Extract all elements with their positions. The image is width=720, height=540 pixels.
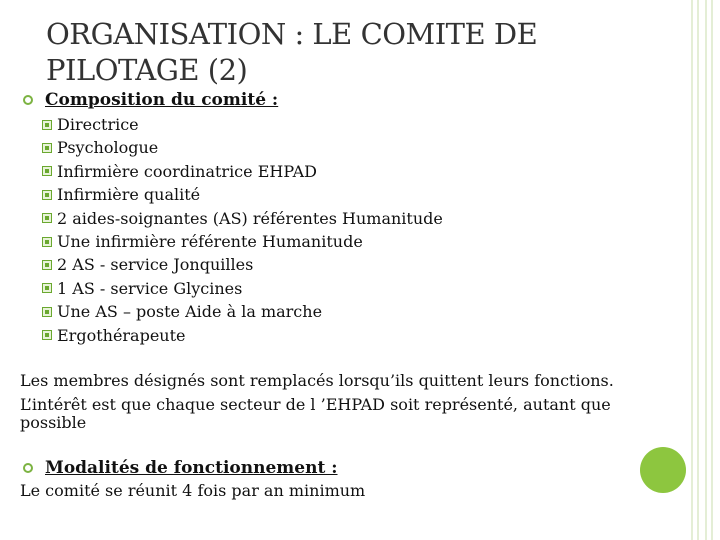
square-bullet-icon — [42, 307, 52, 317]
list-item — [42, 160, 443, 183]
list-item — [42, 300, 443, 323]
list-item — [42, 183, 443, 206]
modalites-text: Le comité se réunit 4 fois par an minimum — [20, 481, 366, 500]
list-item — [42, 136, 443, 159]
title-line-2: PILOTAGE (2) — [46, 53, 248, 87]
list-item-text: Psychologue — [57, 138, 159, 158]
section-bullet-icon — [23, 463, 33, 473]
note-line-3: possible — [20, 413, 87, 432]
list-item-text: 2 AS - service Jonquilles — [57, 255, 254, 275]
square-bullet-icon — [42, 120, 52, 130]
list-item-text: Infirmière qualité — [57, 185, 201, 205]
square-bullet-icon — [42, 330, 52, 340]
square-bullet-icon — [42, 283, 52, 293]
list-item-text: Infirmière coordinatrice EHPAD — [57, 161, 318, 181]
square-bullet-icon — [42, 237, 52, 247]
composition-heading: Composition du comité : — [45, 90, 279, 110]
square-bullet-icon — [42, 190, 52, 200]
list-item-text: Une AS – poste Aide à la marche — [57, 302, 323, 322]
list-item-text: Une infirmière référente Humanitude — [57, 231, 363, 251]
square-bullet-icon — [42, 260, 52, 270]
list-item — [42, 230, 443, 253]
list-item — [42, 277, 443, 300]
decorative-frame-lines — [684, 0, 720, 540]
list-item-text: Ergothérapeute — [57, 325, 186, 345]
list-item — [42, 113, 443, 136]
square-bullet-icon — [42, 213, 52, 223]
decorative-green-circle — [640, 447, 686, 493]
list-item-text: Directrice — [57, 115, 139, 134]
section-bullet-icon — [23, 95, 33, 105]
list-item-text: 1 AS - service Glycines — [57, 278, 243, 298]
square-bullet-icon — [42, 166, 52, 176]
page-title — [46, 16, 646, 88]
note-paragraph — [20, 372, 614, 432]
modalites-heading: Modalités de fonctionnement : — [45, 458, 338, 478]
list-item — [42, 324, 443, 347]
note-line-2: L’intérêt est que chaque secteur de l ’EHPAD soit représenté, autant que — [20, 395, 611, 414]
square-bullet-icon — [42, 143, 52, 153]
title-line-1: ORGANISATION : LE COMITE DE — [46, 17, 538, 51]
note-line-1: Les membres désignés sont remplacés lorsqu’ils quittent leurs fonctions. — [20, 371, 614, 390]
composition-list — [42, 113, 443, 347]
list-item — [42, 207, 443, 230]
list-item-text: 2 aides-soignantes (AS) référentes Humanitude — [57, 208, 443, 228]
list-item — [42, 253, 443, 276]
